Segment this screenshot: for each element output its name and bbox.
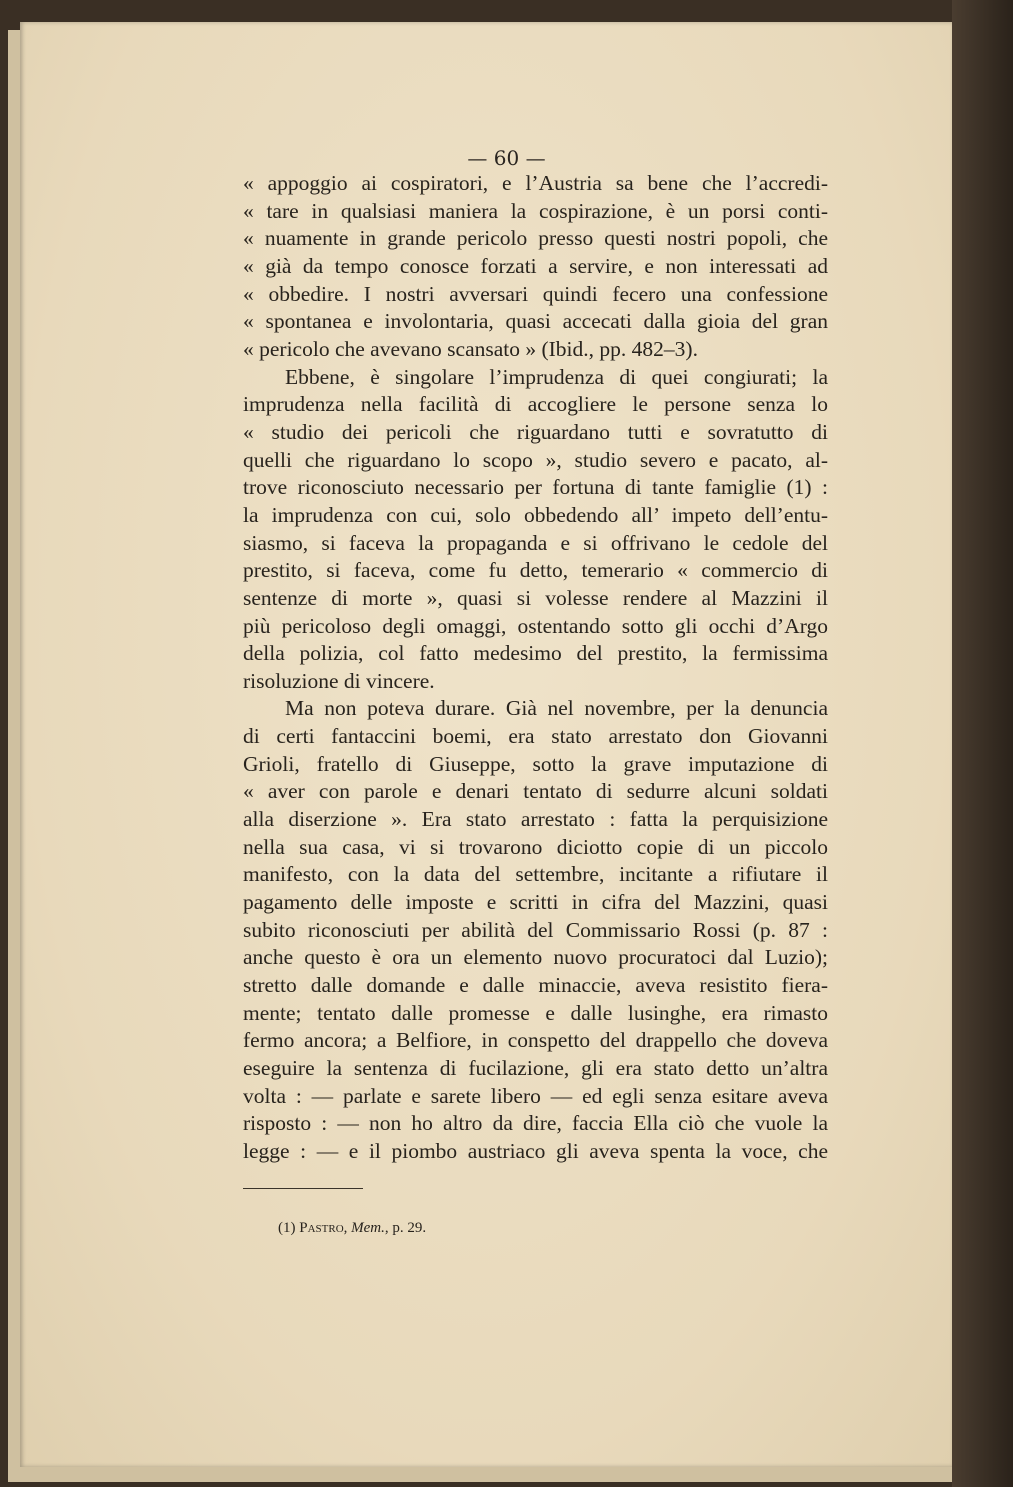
text-line: siasmo, si faceva la propaganda e si offrivano le cedole del xyxy=(243,530,828,555)
footnote-rest: , p. 29. xyxy=(384,1220,427,1236)
text-line: più pericoloso degli omaggi, ostentando sotto gli occhi d’Argo xyxy=(243,613,828,638)
text-line: anche questo è ora un elemento nuovo procuratoci dal Luzio); xyxy=(243,945,828,970)
text-line: « pericolo che avevano scansato » (Ibid., pp. 482–3). xyxy=(243,336,698,361)
text-line: volta : — parlate e sarete libero — ed egli senza esitare aveva xyxy=(243,1083,828,1108)
text-line: prestito, si faceva, come fu detto, temerario « commercio di xyxy=(243,558,828,583)
footnote-rule xyxy=(243,1188,363,1189)
text-line: subito riconosciuti per abilità del Commissario Rossi (p. 87 : xyxy=(243,917,828,942)
text-line: stretto dalle domande e dalle minaccie, aveva resistito fiera- xyxy=(243,973,828,998)
text-line: « obbedire. I nostri avversari quindi fecero una confessione xyxy=(243,281,828,306)
text-line: mente; tentato dalle promesse e dalle lusinghe, era rimasto xyxy=(243,1000,828,1025)
footnote-title: Mem. xyxy=(351,1220,385,1236)
footnote xyxy=(278,1220,426,1237)
text-line: « aver con parole e denari tentato di sedurre alcuni soldati xyxy=(243,779,828,804)
text-line: « già da tempo conosce forzati a servire, e non interessati ad xyxy=(243,253,828,278)
text-line: risoluzione di vincere. xyxy=(243,668,435,693)
body-text xyxy=(243,170,828,1166)
footnote-marker: (1) xyxy=(278,1220,296,1236)
text-line: nella sua casa, vi si trovarono diciotto copie di un piccolo xyxy=(243,834,828,859)
text-line: manifesto, con la data del settembre, incitante a rifiutare il xyxy=(243,862,828,887)
text-line: « tare in qualsiasi maniera la cospirazione, è un porsi conti- xyxy=(243,198,828,223)
text-line: fermo ancora; a Belfiore, in conspetto del drappello che doveva xyxy=(243,1028,828,1053)
binding-shadow xyxy=(952,0,1013,1487)
text-line: della polizia, col fatto medesimo del prestito, la fermissima xyxy=(243,641,828,666)
text-line: alla diserzione ». Era stato arrestato : fatta la perquisizione xyxy=(243,807,828,832)
text-line: Ebbene, è singolare l’imprudenza di quei congiurati; la xyxy=(285,364,828,389)
text-line: legge : — e il piombo austriaco gli aveva spenta la voce, che xyxy=(243,1138,828,1163)
text-line: sentenze di morte », quasi si volesse rendere al Mazzini il xyxy=(243,585,828,610)
text-line: imprudenza nella facilità di accogliere le persone senza lo xyxy=(243,392,828,417)
text-line: « spontanea e involontaria, quasi accecati dalla gioia del gran xyxy=(243,309,828,334)
text-line: quelli che riguardano lo scopo », studio severo e pacato, al- xyxy=(243,447,828,472)
text-line: risposto : — non ho altro da dire, faccia Ella ciò che vuole la xyxy=(243,1111,828,1136)
text-line: Ma non poteva durare. Già nel novembre, per la denuncia xyxy=(285,696,828,721)
text-line: trove riconosciuto necessario per fortuna di tante famiglie (1) : xyxy=(243,475,828,500)
text-line: « nuamente in grande pericolo presso questi nostri popoli, che xyxy=(243,226,828,251)
text-line: « appoggio ai cospiratori, e l’Austria sa bene che l’accredi- xyxy=(243,171,828,195)
text-line: eseguire la sentenza di fucilazione, gli era stato detto un’altra xyxy=(243,1056,828,1080)
footnote-author: Pastro xyxy=(299,1220,344,1236)
text-line: pagamento delle imposte e scritti in cifra del Mazzini, quasi xyxy=(243,890,828,915)
text-line: di certi fantaccini boemi, era stato arrestato don Giovanni xyxy=(243,724,828,749)
text-line: Grioli, fratello di Giuseppe, sotto la grave imputazione di xyxy=(243,751,828,776)
text-line: « studio dei pericoli che riguardano tutti e sovratutto di xyxy=(243,419,828,444)
page-number: — 60 — xyxy=(467,146,546,170)
footnote-sep: , xyxy=(343,1220,348,1236)
text-line: la imprudenza con cui, solo obbedendo all’ impeto dell’entu- xyxy=(243,502,828,527)
